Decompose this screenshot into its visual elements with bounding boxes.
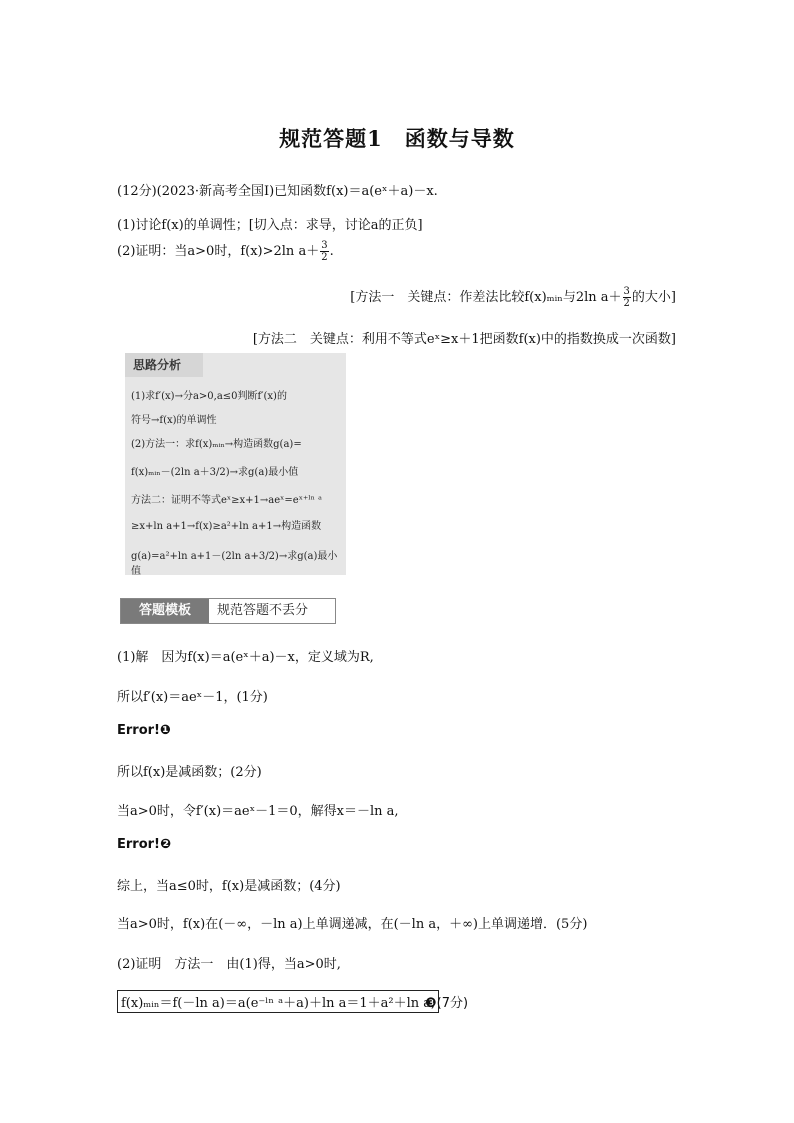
analysis-line: (1)求f′(x)→分a>0,a≤0判断f′(x)的 (131, 391, 287, 402)
template-label: 答题模板 (121, 599, 209, 623)
answer-template-banner (120, 598, 336, 624)
error-marker-2: Error!❷ (117, 837, 171, 852)
method1-hint: [方法一 关键点：作差法比较f(x)ₘᵢₙ与2ln a＋ $\frac{3}{2}$ 的大小] (350, 286, 676, 309)
analysis-line: ≥x+ln a+1→f(x)≥a²+ln a+1→构造函数 (131, 521, 322, 532)
fraction: $\frac{3}{2}$ (321, 240, 328, 263)
analysis-line: g(a)=a²+ln a+1－(2ln a+3/2)→求g(a)最小值 (131, 551, 338, 577)
solution-line: (2)证明 方法一 由(1)得，当a>0时, (117, 957, 341, 972)
part2-text: (2)证明：当a>0时，f(x)>2ln a＋ (117, 244, 320, 259)
analysis-line: f(x)ₘᵢₙ－(2ln a＋3/2)→求g(a)最小值 (131, 467, 299, 478)
solution-line: (1)解 因为f(x)＝a(eˣ＋a)－x，定义域为R, (117, 650, 374, 665)
template-slogan: 规范答题不丢分 (217, 603, 309, 618)
analysis-line: 方法二：证明不等式eˣ≥x+1→aeˣ=eˣ⁺ˡⁿ ᵃ (131, 495, 323, 506)
analysis-line: 符号→f(x)的单调性 (131, 415, 217, 426)
fraction: $\frac{3}{2}$ (623, 286, 630, 309)
problem-part2: (2)证明：当a>0时，f(x)>2ln a＋ $\frac{3}{2}$ . (117, 240, 334, 263)
solution-line: 所以f(x)是减函数；(2分) (117, 765, 262, 780)
method2-hint: [方法二 关键点：利用不等式eˣ≥x＋1把函数f(x)中的指数换成一次函数] (252, 332, 676, 347)
analysis-header: 思路分析 (125, 353, 203, 377)
analysis-line: (2)方法一：求f(x)ₘᵢₙ→构造函数g(a)= (131, 439, 302, 450)
page-title: 规范答题1 函数与导数 (279, 126, 515, 151)
error-marker-1: Error!❶ (117, 723, 171, 738)
solution-line: 当a>0时，令f′(x)＝aeˣ－1＝0，解得x＝－ln a, (117, 804, 399, 819)
analysis-box (125, 353, 346, 575)
problem-intro: (12分)(2023·新高考全国Ⅰ)已知函数f(x)＝a(eˣ＋a)－x. (117, 184, 438, 199)
solution-line: 当a>0时，f(x)在(－∞，－ln a)上单调递减，在(－ln a，＋∞)上单调递增．(5分) (117, 917, 588, 932)
boxed-formula: f(x)ₘᵢₙ＝f(－ln a)＝a(e⁻ˡⁿ ᵃ＋a)＋ln a＝1＋a²＋ln a, (117, 990, 439, 1013)
solution-line: 综上，当a≤0时，f(x)是减函数；(4分) (117, 879, 341, 894)
solution-line: 所以f′(x)＝aeˣ－1，(1分) (117, 690, 268, 705)
score-marker: ❸(7分) (425, 996, 469, 1011)
problem-part1: (1)讨论f(x)的单调性；[切入点：求导，讨论a的正负] (117, 218, 423, 233)
